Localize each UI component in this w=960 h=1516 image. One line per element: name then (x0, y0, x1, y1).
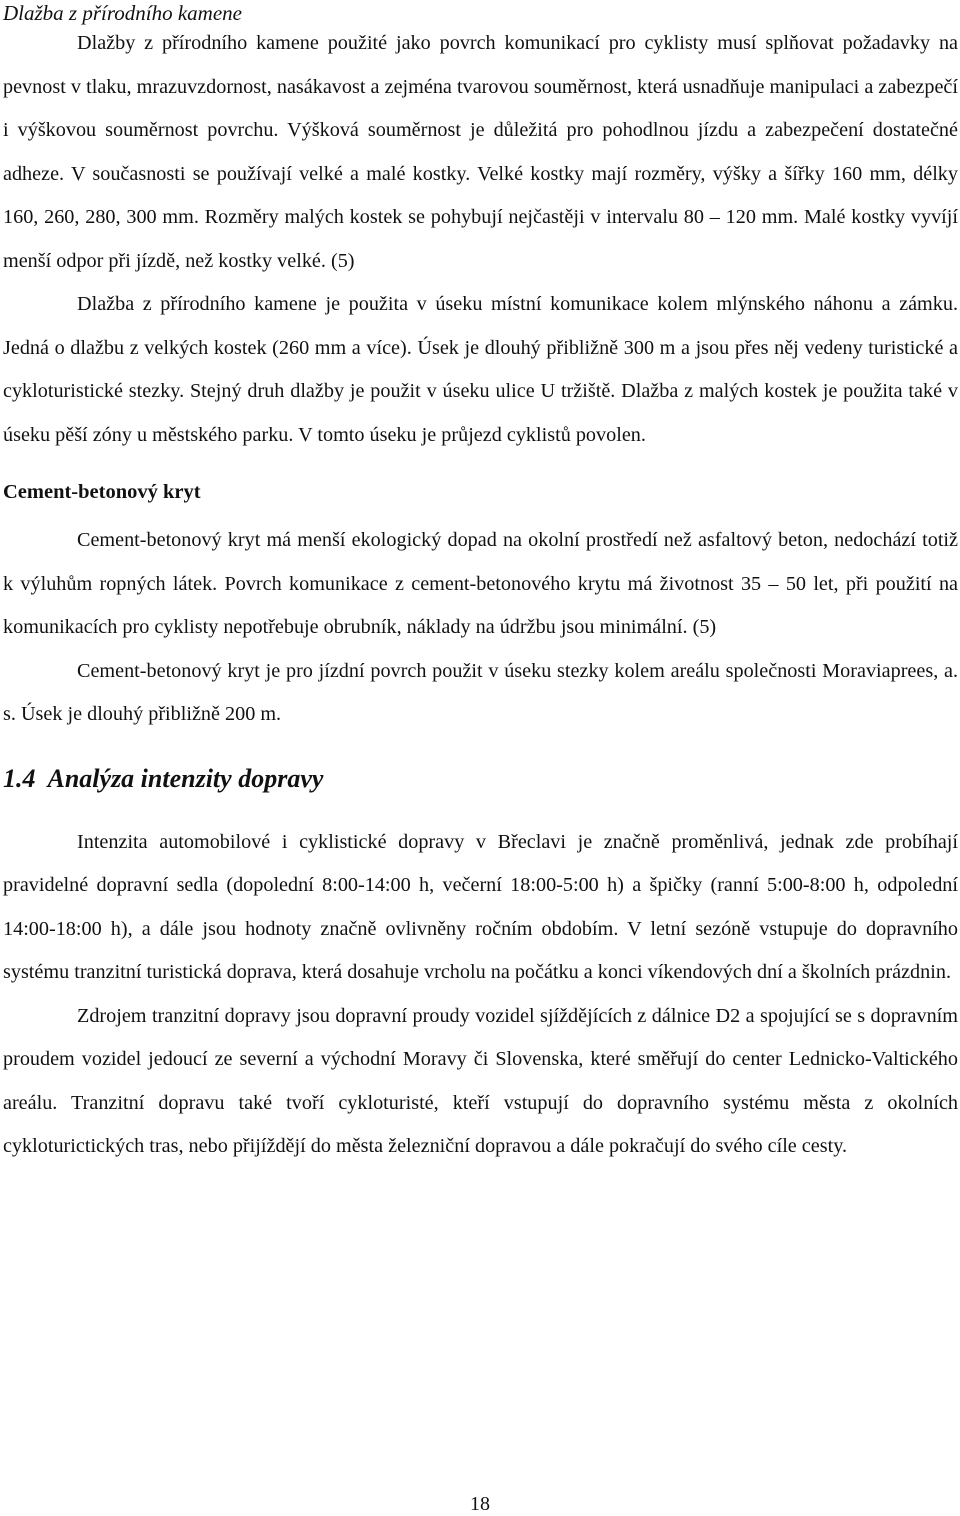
paragraph-traffic-2: Zdrojem tranzitní dopravy jsou dopravní proudy vozidel sjíždějících z dálnice D2 a spojující se s dopravním proudem vozidel jedoucí ze severní a východní Moravy či Slovenska, které směřují do center Lednicko-Valtického areálu. Tranzitní dopravu také tvoří cykloturisté, kteří vstupují do dopravního systému města z okolních cykloturictických tras, nebo přijíždějí do města železniční dopravou a dále pokračují do svého cíle cesty. (3, 1004, 958, 1157)
paragraph-concrete-2: Cement-betonový kryt je pro jízdní povrch použit v úseku stezky kolem areálu společnosti Moraviaprees, a. s. Úsek je dlouhý přibližně 200 m. (3, 659, 958, 725)
page-number: 18 (470, 1493, 490, 1515)
paragraph-stone-paving-2: Dlažba z přírodního kamene je použita v úseku místní komunikace kolem mlýnského náhonu a zámku. Jedná o dlažbu z velkých kostek (260 mm a více). Úsek je dlouhý přibližně 300 m a jsou přes něj vedeny turistické a cykloturistické stezky. Stejný druh dlažby je použit v úseku ulice U tržiště. Dlažba z malých kostek je použita také v úseku pěší zóny u městského parku. V tomto úseku je průjezd cyklistů povolen. (3, 293, 958, 446)
section-body-traffic (3, 821, 958, 1169)
chapter-heading (3, 763, 958, 795)
paragraph-stone-paving-1: Dlažby z přírodního kamene použité jako povrch komunikací pro cyklisty musí splňovat požadavky na pevnost v tlaku, mrazuvzdornost, nasákavost a zejména tvarovou souměrnost, která usnadňuje manipulaci a zabezpečí i výškovou souměrnost povrchu. Výšková souměrnost je důležitá pro pohodlnou jízdu a zabezpečení dostatečné adheze. V současnosti se používají velké a malé kostky. Velké kostky mají rozměry, výšky a šířky 160 mm, délky 160, 260, 280, 300 mm. Rozměry malých kostek se pohybují nejčastěji v intervalu 80 – 120 mm. Malé kostky vyvíjí menší odpor při jízdě, než kostky velké. (5) (3, 32, 958, 272)
section-title-concrete: Cement-betonový kryt (3, 481, 201, 503)
section-body-concrete (3, 519, 958, 737)
chapter-title: Analýza intenzity dopravy (47, 763, 324, 793)
section-title-stone-paving: Dlažba z přírodního kamene (3, 1, 242, 25)
chapter-number: 1.4 (3, 763, 36, 793)
paragraph-traffic-1: Intenzita automobilové i cyklistické dopravy v Břeclavi je značně proměnlivá, jednak zde probíhají pravidelné dopravní sedla (dopolední 8:00-14:00 h, večerní 18:00-5:00 h) a špičky (ranní 5:00-8:00 h, odpolední 14:00-18:00 h), a dále jsou hodnoty značně ovlivněny ročním obdobím. V letní sezóně vstupuje do dopravního systému tranzitní turistická doprava, která dosahuje vrcholu na počátku a konci víkendových dní a školních prázdnin. (3, 830, 958, 983)
section-body-stone-paving (3, 22, 958, 457)
document-page (3, 0, 958, 1169)
paragraph-concrete-1: Cement-betonový kryt má menší ekologický dopad na okolní prostředí než asfaltový beton, nedochází totiž k výluhům ropných látek. Povrch komunikace z cement-betonového krytu má životnost 35 – 50 let, při použití na komunikacích pro cyklisty nepotřebuje obrubník, náklady na údržbu jsou minimální. (5) (3, 529, 958, 638)
